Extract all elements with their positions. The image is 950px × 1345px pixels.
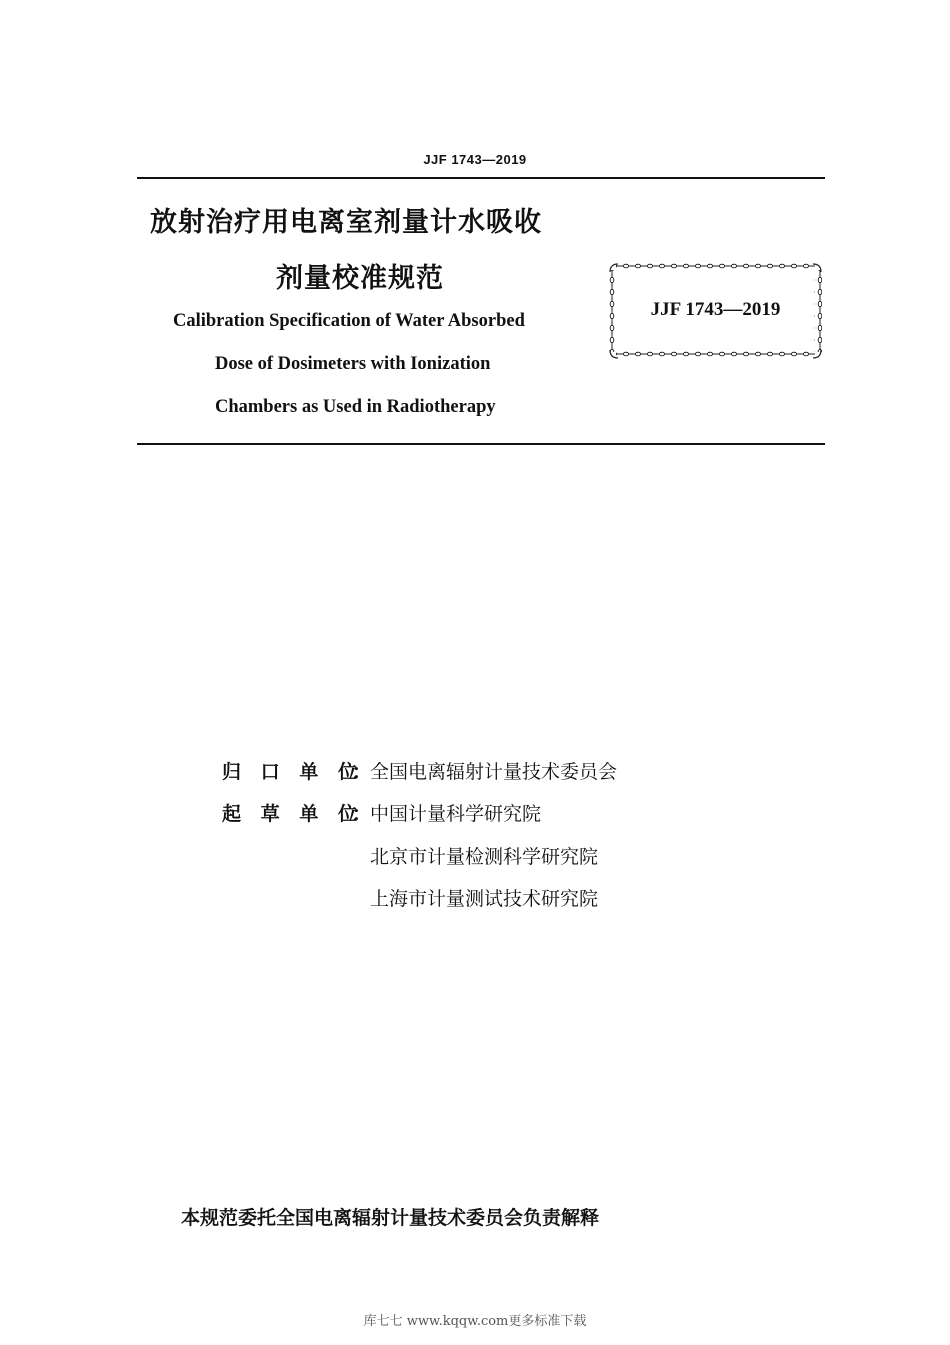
english-title-line-2: Dose of Dosimeters with Ionization — [215, 354, 491, 374]
responsible-unit-colon: ： — [352, 761, 372, 783]
chinese-title-line-1: 放射治疗用电离室剂量计水吸收 — [150, 207, 542, 238]
top-rule — [137, 177, 825, 179]
drafting-unit-value-3: 上海市计量测试技术研究院 — [370, 888, 599, 910]
stamp-standard-code: JJF 1743—2019 — [650, 299, 781, 320]
drafting-unit-colon: ： — [352, 803, 372, 825]
drafting-unit-value-2: 北京市计量检测科学研究院 — [370, 846, 599, 868]
label-char: 起 — [222, 803, 242, 825]
footer-watermark: 库七七 www.kqqw.com更多标准下载 — [363, 1314, 587, 1329]
label-char: 草 — [260, 803, 280, 825]
label-char: 位 — [337, 761, 357, 783]
drafting-unit-value-1: 中国计量科学研究院 — [370, 803, 542, 825]
label-char: 单 — [299, 803, 319, 825]
stamp-chain-bottom — [616, 351, 815, 359]
drafting-unit-label — [222, 799, 357, 826]
label-char: 位 — [337, 803, 357, 825]
chinese-title-line-2: 剂量校准规范 — [276, 263, 444, 294]
stamp-chain-top — [616, 263, 815, 271]
responsible-unit-label — [222, 757, 357, 784]
bottom-rule — [137, 443, 825, 445]
english-title-line-3: Chambers as Used in Radiotherapy — [215, 397, 496, 417]
interpretation-note: 本规范委托全国电离辐射计量技术委员会负责解释 — [181, 1207, 600, 1229]
header-standard-code: JJF 1743—2019 — [423, 152, 527, 167]
label-char: 单 — [299, 761, 319, 783]
responsible-unit-value: 全国电离辐射计量技术委员会 — [370, 761, 618, 783]
english-title-line-1: Calibration Specification of Water Absorbed — [173, 311, 525, 331]
label-char: 归 — [222, 761, 242, 783]
label-char: 口 — [260, 761, 280, 783]
